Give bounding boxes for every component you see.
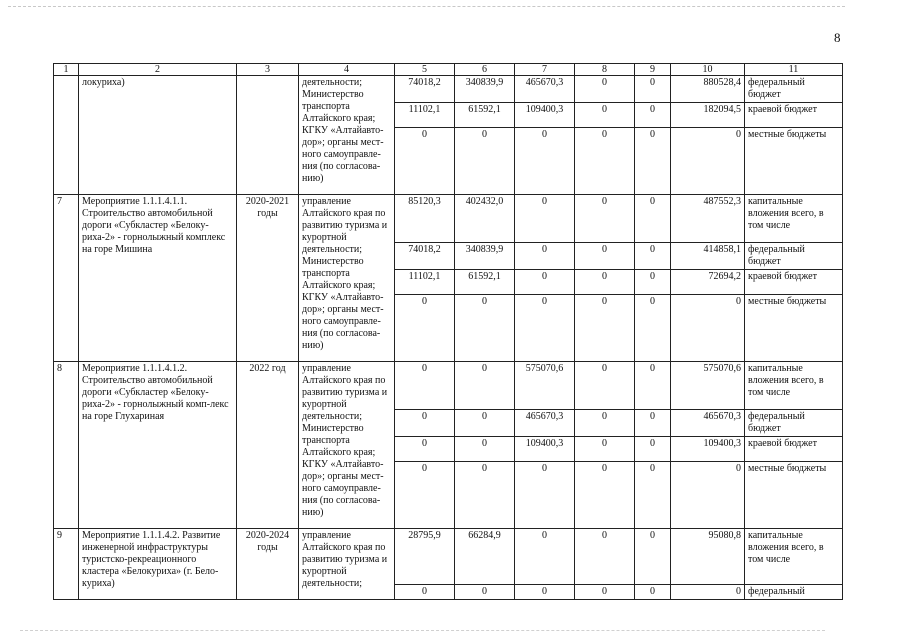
period: 2020-2021 годы — [237, 195, 299, 362]
funding-source: местные бюджеты — [745, 128, 843, 195]
amount-cell: 0 — [455, 410, 515, 437]
amount-cell: 11102,1 — [395, 270, 455, 295]
amount-cell: 0 — [635, 103, 671, 128]
scan-edge-top — [8, 6, 845, 8]
amount-cell: 340839,9 — [455, 243, 515, 270]
measure-name: Мероприятие 1.1.1.4.2. Развитие инженерной инфраструктуры туристско-рекреационного кластера «Белокуриха» (г. Бело-куриха) — [79, 529, 237, 600]
amount-cell: 0 — [635, 437, 671, 462]
amount-cell: 0 — [575, 128, 635, 195]
funding-source: капитальные вложения всего, в том числе — [745, 362, 843, 410]
table-row — [54, 76, 843, 103]
amount-cell: 402432,0 — [455, 195, 515, 243]
amount-cell: 0 — [575, 243, 635, 270]
budget-table-body — [54, 64, 843, 600]
amount-cell: 0 — [515, 295, 575, 362]
amount-cell: 0 — [395, 437, 455, 462]
amount-cell: 0 — [575, 76, 635, 103]
amount-cell: 0 — [515, 195, 575, 243]
amount-cell: 0 — [455, 295, 515, 362]
amount-cell: 0 — [635, 585, 671, 600]
amount-cell: 0 — [635, 529, 671, 585]
amount-cell: 0 — [575, 362, 635, 410]
amount-cell: 465670,3 — [515, 76, 575, 103]
amount-cell: 487552,3 — [671, 195, 745, 243]
amount-cell: 0 — [635, 410, 671, 437]
period: 2022 год — [237, 362, 299, 529]
measure-name: Мероприятие 1.1.1.4.1.2. Строительство автомобильной дороги «Субкластер «Белоку-риха-2» - горнолыжный комп-лекс на горе Глухариная — [79, 362, 237, 529]
budget-table — [53, 63, 843, 600]
column-number-3: 3 — [237, 64, 299, 76]
column-number-11: 11 — [745, 64, 843, 76]
funding-source: федеральный бюджет — [745, 243, 843, 270]
amount-cell: 0 — [575, 410, 635, 437]
funding-source: краевой бюджет — [745, 103, 843, 128]
amount-cell: 414858,1 — [671, 243, 745, 270]
funding-source: местные бюджеты — [745, 462, 843, 529]
amount-cell: 0 — [671, 585, 745, 600]
executor: управление Алтайского края по развитию туризма и курортной деятельности; Министерство транспорта Алтайского края; КГКУ «Алтайавто-дор»; органы мест-ного самоуправле-ния (по согласова-нию) — [299, 195, 395, 362]
amount-cell: 0 — [575, 270, 635, 295]
amount-cell: 0 — [395, 128, 455, 195]
amount-cell: 0 — [671, 462, 745, 529]
column-number-8: 8 — [575, 64, 635, 76]
scan-edge-bottom — [20, 630, 825, 632]
amount-cell: 0 — [671, 128, 745, 195]
amount-cell: 0 — [635, 462, 671, 529]
amount-cell: 0 — [515, 462, 575, 529]
amount-cell: 0 — [575, 295, 635, 362]
column-number-10: 10 — [671, 64, 745, 76]
amount-cell: 0 — [515, 128, 575, 195]
column-number-9: 9 — [635, 64, 671, 76]
amount-cell: 0 — [515, 529, 575, 585]
amount-cell: 0 — [455, 128, 515, 195]
amount-cell: 66284,9 — [455, 529, 515, 585]
funding-source: капитальные вложения всего, в том числе — [745, 529, 843, 585]
measure-name: Мероприятие 1.1.1.4.1.1. Строительство автомобильной дороги «Субкластер «Белоку-риха-2» - горнолыжный комплекс на горе Мишина — [79, 195, 237, 362]
amount-cell: 0 — [575, 585, 635, 600]
amount-cell: 0 — [635, 295, 671, 362]
funding-source: капитальные вложения всего, в том числе — [745, 195, 843, 243]
column-number-2: 2 — [79, 64, 237, 76]
amount-cell: 0 — [575, 462, 635, 529]
table-row — [54, 529, 843, 585]
amount-cell: 109400,3 — [671, 437, 745, 462]
amount-cell: 0 — [395, 295, 455, 362]
amount-cell: 0 — [575, 529, 635, 585]
amount-cell: 0 — [395, 362, 455, 410]
amount-cell: 0 — [635, 195, 671, 243]
amount-cell: 0 — [395, 410, 455, 437]
column-numbers-row — [54, 64, 843, 76]
amount-cell: 880528,4 — [671, 76, 745, 103]
amount-cell: 0 — [515, 243, 575, 270]
period: 2020-2024 годы — [237, 529, 299, 600]
amount-cell: 340839,9 — [455, 76, 515, 103]
table-row — [54, 362, 843, 410]
period — [237, 76, 299, 195]
column-number-4: 4 — [299, 64, 395, 76]
funding-source: краевой бюджет — [745, 437, 843, 462]
page-number: 8 — [834, 30, 841, 45]
amount-cell: 95080,8 — [671, 529, 745, 585]
amount-cell: 109400,3 — [515, 437, 575, 462]
table-row — [54, 195, 843, 243]
column-number-1: 1 — [54, 64, 79, 76]
amount-cell: 0 — [395, 462, 455, 529]
amount-cell: 61592,1 — [455, 103, 515, 128]
amount-cell: 0 — [635, 270, 671, 295]
row-number — [54, 76, 79, 195]
funding-source: федеральный бюджет — [745, 410, 843, 437]
amount-cell: 0 — [575, 437, 635, 462]
amount-cell: 575070,6 — [515, 362, 575, 410]
amount-cell: 0 — [455, 585, 515, 600]
amount-cell: 575070,6 — [671, 362, 745, 410]
amount-cell: 0 — [575, 103, 635, 128]
column-number-7: 7 — [515, 64, 575, 76]
amount-cell: 0 — [515, 585, 575, 600]
amount-cell: 0 — [635, 243, 671, 270]
measure-name: локуриха) — [79, 76, 237, 195]
amount-cell: 11102,1 — [395, 103, 455, 128]
amount-cell: 0 — [455, 362, 515, 410]
amount-cell: 0 — [635, 128, 671, 195]
column-number-5: 5 — [395, 64, 455, 76]
executor: управление Алтайского края по развитию туризма и курортной деятельности; Министерство транспорта Алтайского края; КГКУ «Алтайавто-дор»; органы мест-ного самоуправле-ния (по согласова-нию) — [299, 362, 395, 529]
amount-cell: 0 — [635, 362, 671, 410]
funding-source: краевой бюджет — [745, 270, 843, 295]
column-number-6: 6 — [455, 64, 515, 76]
amount-cell: 0 — [671, 295, 745, 362]
amount-cell: 182094,5 — [671, 103, 745, 128]
amount-cell: 465670,3 — [671, 410, 745, 437]
amount-cell: 0 — [515, 270, 575, 295]
amount-cell: 61592,1 — [455, 270, 515, 295]
amount-cell: 74018,2 — [395, 243, 455, 270]
executor: деятельности; Министерство транспорта Алтайского края; КГКУ «Алтайавто-дор»; органы мест-ного самоуправле-ния (по согласова-нию) — [299, 76, 395, 195]
funding-source: федеральный — [745, 585, 843, 600]
row-number: 7 — [54, 195, 79, 362]
amount-cell: 0 — [395, 585, 455, 600]
amount-cell: 85120,3 — [395, 195, 455, 243]
row-number: 9 — [54, 529, 79, 600]
amount-cell: 0 — [575, 195, 635, 243]
amount-cell: 0 — [455, 462, 515, 529]
amount-cell: 0 — [455, 437, 515, 462]
funding-source: федеральный бюджет — [745, 76, 843, 103]
funding-source: местные бюджеты — [745, 295, 843, 362]
executor: управление Алтайского края по развитию туризма и курортной деятельности; — [299, 529, 395, 600]
amount-cell: 72694,2 — [671, 270, 745, 295]
amount-cell: 28795,9 — [395, 529, 455, 585]
amount-cell: 74018,2 — [395, 76, 455, 103]
amount-cell: 109400,3 — [515, 103, 575, 128]
amount-cell: 465670,3 — [515, 410, 575, 437]
amount-cell: 0 — [635, 76, 671, 103]
row-number: 8 — [54, 362, 79, 529]
